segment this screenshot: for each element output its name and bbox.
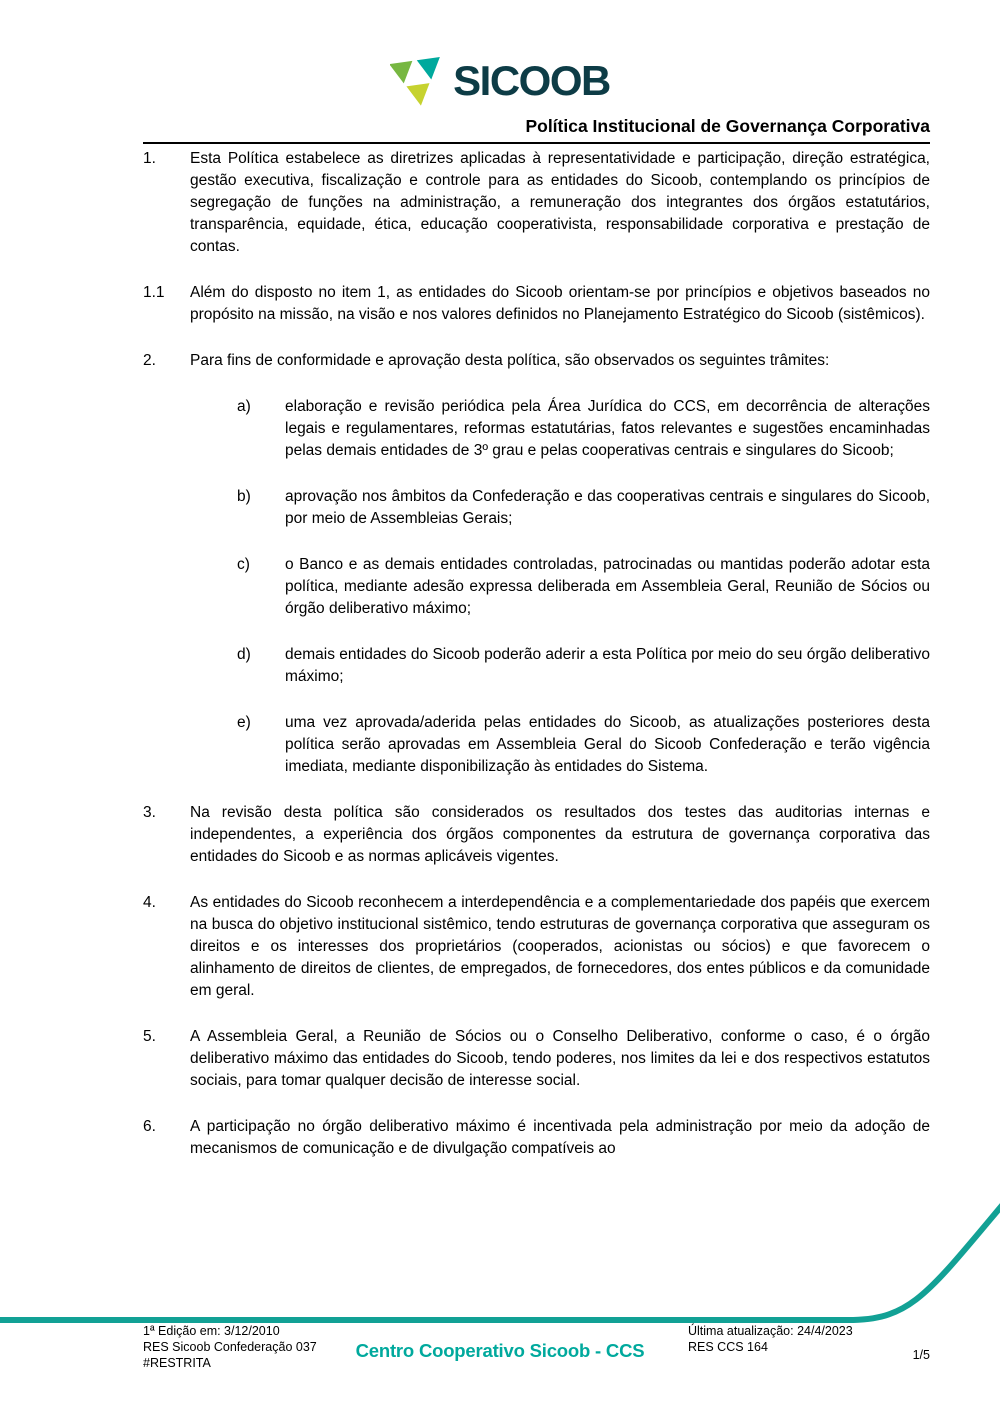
footer-resolution-right: RES CCS 164 xyxy=(688,1340,768,1354)
paragraph-text: o Banco e as demais entidades controladas, patrocinadas ou mantidas poderão adotar esta política, mediante adesão expressa deliberada em Assembleia Geral, Reunião de Sócios ou órgão deliberativo máximo; xyxy=(285,556,930,617)
paragraph-marker: c) xyxy=(237,556,250,573)
paragraph-item xyxy=(143,1116,930,1160)
paragraph-text: Na revisão desta política são considerados os resultados dos testes das auditorias internas e independentes, a experiência dos órgãos componentes da estrutura de governança corporativa das entidades do Sicoob e as normas aplicáveis vigentes. xyxy=(190,804,930,865)
sicoob-logo-text: SICOOB xyxy=(453,57,610,104)
paragraph-item xyxy=(143,892,930,1002)
paragraph-item xyxy=(143,1026,930,1092)
paragraph-item xyxy=(143,148,930,258)
paragraph-text: aprovação nos âmbitos da Confederação e das cooperativas centrais e singulares do Sicoob, por meio de Assembleias Gerais; xyxy=(285,488,930,527)
footer-classification: #RESTRITA xyxy=(143,1356,211,1370)
paragraph-marker: d) xyxy=(237,646,251,663)
paragraph-text: A Assembleia Geral, a Reunião de Sócios ou o Conselho Deliberativo, conforme o caso, é o órgão deliberativo máximo das entidades do Sicoob, tendo poderes, nos limites da lei e dos respectivos estatutos sociais, para tomar qualquer decisão de interesse social. xyxy=(190,1028,930,1089)
paragraph-item xyxy=(143,644,930,688)
paragraph-marker: 5. xyxy=(143,1028,156,1045)
paragraph-list xyxy=(143,148,930,1160)
page-number: 1/5 xyxy=(912,1348,930,1362)
paragraph-item xyxy=(143,486,930,530)
footer-resolution-left: RES Sicoob Confederação 037 xyxy=(143,1340,317,1354)
title-divider xyxy=(143,142,930,144)
sicoob-triangles-icon xyxy=(390,56,446,106)
page-title: Política Institucional de Governança Corporativa xyxy=(525,116,930,136)
paragraph-marker: 4. xyxy=(143,894,156,911)
paragraph-marker: 1.1 xyxy=(143,284,165,301)
footer-right-block xyxy=(688,1323,853,1355)
paragraph-marker: b) xyxy=(237,488,251,505)
footer-edition: 1ª Edição em: 3/12/2010 xyxy=(143,1324,280,1338)
paragraph-marker: 6. xyxy=(143,1118,156,1135)
paragraph-marker: 2. xyxy=(143,352,156,369)
paragraph-text: As entidades do Sicoob reconhecem a interdependência e a complementariedade dos papéis que exercem na busca do objetivo institucional sistêmico, tendo estruturas de governança corporativa que asseguram os direitos e os interesses dos proprietários (cooperados, acionistas ou sócios) e que favorecem o alinhamento de direitos de clientes, de empregados, de fornecedores, dos entes públicos e da comunidade em geral. xyxy=(190,894,930,999)
paragraph-item xyxy=(143,712,930,778)
document-body xyxy=(143,148,930,1184)
paragraph-text: Além do disposto no item 1, as entidades do Sicoob orientam-se por princípios e objetivos baseados no propósito na missão, na visão e nos valores definidos no Planejamento Estratégico do Sicoob (sistêmicos). xyxy=(190,284,930,323)
footer-last-update: Última atualização: 24/4/2023 xyxy=(688,1324,853,1338)
paragraph-marker: e) xyxy=(237,714,251,731)
paragraph-item xyxy=(143,802,930,868)
paragraph-marker: a) xyxy=(237,398,251,415)
paragraph-text: Para fins de conformidade e aprovação desta política, são observados os seguintes trâmites: xyxy=(190,352,830,369)
paragraph-item xyxy=(143,554,930,620)
paragraph-text: Esta Política estabelece as diretrizes aplicadas à representatividade e participação, direção estratégica, gestão executiva, fiscalização e controle para as entidades do Sicoob, contemplando os princípios de segregação de funções na administração, a remuneração dos integrantes dos órgãos estatutários, transparência, equidade, ética, educação cooperativista, responsabilidade corporativa e prestação de contas. xyxy=(190,150,930,255)
paragraph-marker: 1. xyxy=(143,150,156,167)
paragraph-marker: 3. xyxy=(143,804,156,821)
paragraph-text: uma vez aprovada/aderida pelas entidades do Sicoob, as atualizações posteriores desta política serão aprovadas em Assembleia Geral do Sicoob Confederação e terão vigência imediata, mediante disponibilização às entidades do Sistema. xyxy=(285,714,930,775)
paragraph-text: demais entidades do Sicoob poderão aderir a esta Política por meio do seu órgão deliberativo máximo; xyxy=(285,646,930,685)
paragraph-item xyxy=(143,350,930,372)
paragraph-text: elaboração e revisão periódica pela Área Jurídica do CCS, em decorrência de alterações legais e regulamentares, reformas estatutárias, fatos relevantes e sugestões encaminhadas pelas demais entidades de 3º grau e pelas cooperativas centrais e singulares do Sicoob; xyxy=(285,398,930,459)
sicoob-logo xyxy=(0,56,1000,106)
paragraph-item xyxy=(143,282,930,326)
paragraph-item xyxy=(143,396,930,462)
paragraph-text: A participação no órgão deliberativo máximo é incentivada pela administração por meio da adoção de mecanismos de comunicação e de divulgação compatíveis ao xyxy=(190,1118,930,1157)
footer-center-label: Centro Cooperativo Sicoob - CCS xyxy=(355,1340,645,1361)
